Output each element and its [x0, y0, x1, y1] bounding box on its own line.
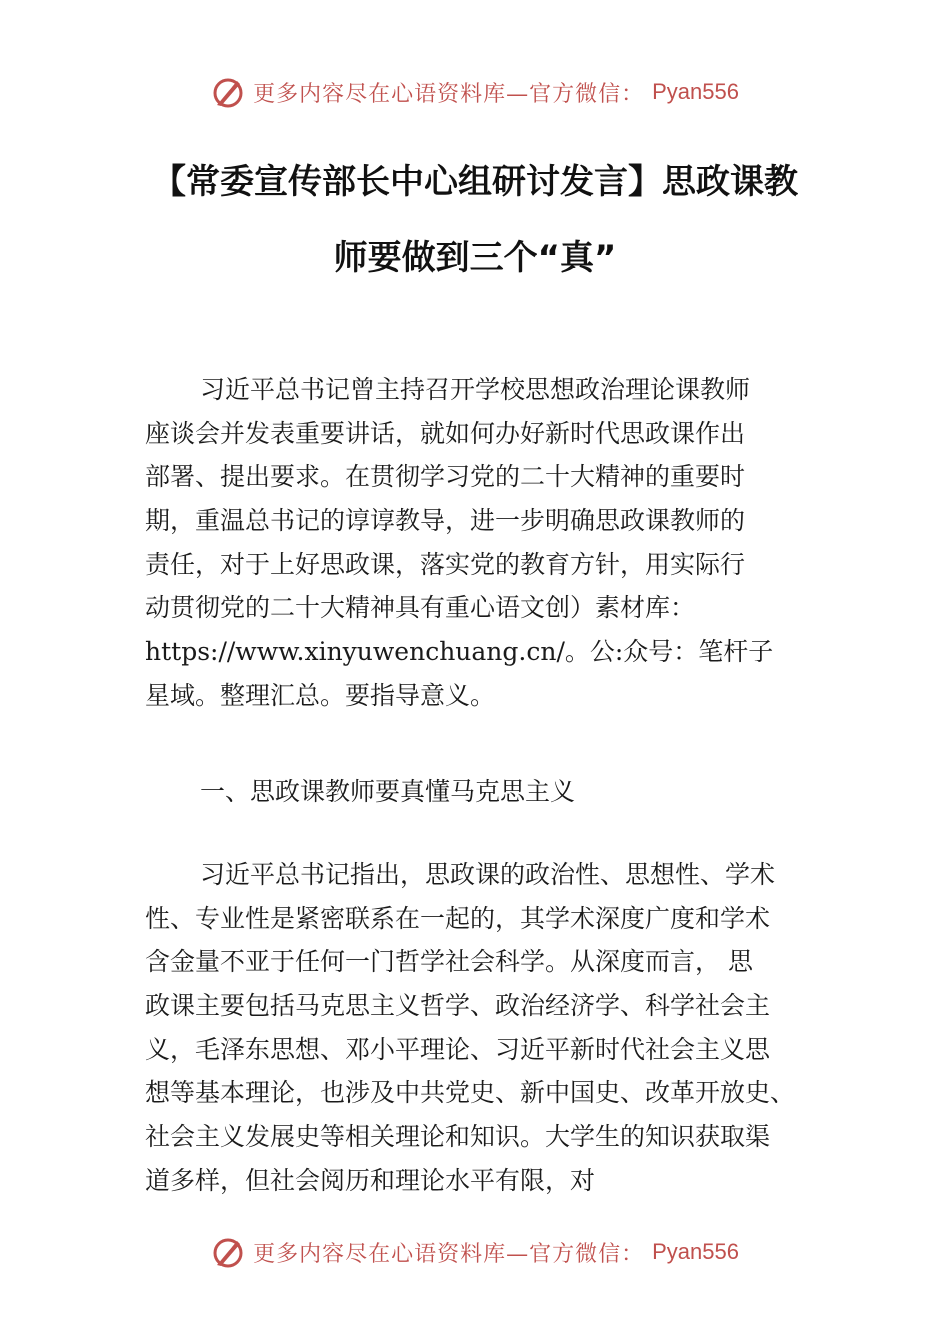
footer-banner — [0, 1232, 950, 1272]
page-title-line-2: 师要做到三个“真” — [333, 238, 617, 278]
header-banner — [0, 72, 950, 112]
text-line: 想等基本理论，也涉及中共党史、新中国史、改革开放史、 — [145, 1078, 796, 1108]
text-line: 期，重温总书记的谆谆教导，进一步明确思政课教师的 — [145, 506, 746, 536]
wechat-id: Pyan556 — [652, 1239, 739, 1264]
quill-pen-logo-icon — [211, 75, 245, 109]
text-line: 道多样，但社会阅历和理论水平有限，对 — [145, 1165, 596, 1195]
text-line: 动贯彻党的二十大精神具有重心语文创）素材库： — [145, 593, 696, 623]
text-line: 习近平总书记曾主持召开学校思想政治理论课教师 — [200, 375, 751, 404]
paragraph-intro — [145, 368, 845, 718]
text-line: 社会主义发展史等相关理论和知识。大学生的知识获取渠 — [145, 1122, 771, 1152]
text-line: 含金量不亚于任何一门哲学社会科学。从深度而言， 思 — [145, 947, 753, 977]
text-line: 性、专业性是紧密联系在一起的，其学术深度广度和学术 — [145, 903, 771, 933]
text-line: 责任，对于上好思政课，落实党的教育方针，用实际行 — [145, 549, 746, 579]
text-line: 政课主要包括马克思主义哲学、政治经济学、科学社会主 — [145, 991, 771, 1021]
text-line: 星域。整理汇总。要指导意义。 — [145, 680, 496, 710]
page-title-line-1: 【常委宣传部长中心组研讨发言】思政课教 — [152, 162, 798, 202]
text-line: 习近平总书记指出，思政课的政治性、思想性、学术 — [200, 860, 776, 889]
banner-text: 更多内容尽在心语资料库—官方微信： — [253, 1241, 645, 1267]
text-line: 部署、提出要求。在贯彻学习党的二十大精神的重要时 — [145, 462, 746, 492]
section-heading — [145, 770, 845, 814]
text-line: https://www.xinyuwenchuang.cn/。公:众号：笔杆子 — [145, 637, 774, 667]
quill-pen-logo-icon — [211, 1235, 245, 1269]
section-heading-text: 一、思政课教师要真懂马克思主义 — [200, 777, 576, 806]
wechat-id: Pyan556 — [652, 79, 739, 104]
text-line: 座谈会并发表重要讲话，就如何办好新时代思政课作出 — [145, 418, 746, 448]
banner-text: 更多内容尽在心语资料库—官方微信： — [253, 81, 645, 107]
paragraph-section-1 — [145, 853, 845, 1203]
text-line: 义，毛泽东思想、邓小平理论、习近平新时代社会主义思 — [145, 1034, 771, 1064]
